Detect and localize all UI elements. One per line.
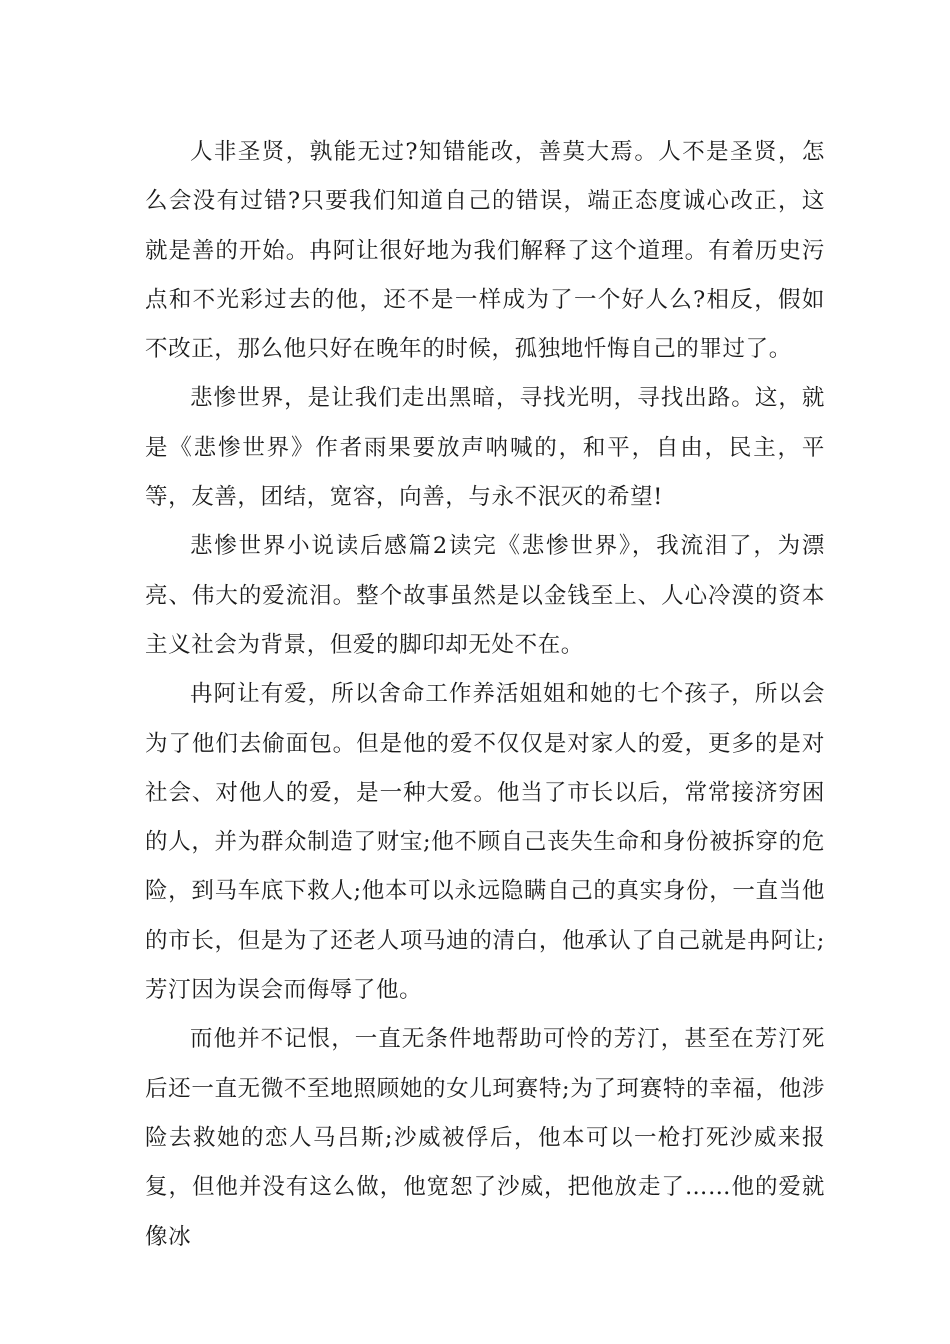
paragraph: 悲惨世界小说读后感篇2读完《悲惨世界》，我流泪了，为漂亮、伟大的爱流泪。整个故事虽然是以金钱至上、人心冷漠的资本主义社会为背景，但爱的脚印却无处不在。 xyxy=(145,533,825,658)
paragraph: 悲惨世界，是让我们走出黑暗，寻找光明，寻找出路。这，就是《悲惨世界》作者雨果要放声呐喊的，和平，自由，民主，平等，友善，团结，宽容，向善，与永不泯灭的希望! xyxy=(145,385,825,511)
paragraph: 而他并不记恨，一直无条件地帮助可怜的芳汀，甚至在芳汀死后还一直无微不至地照顾她的女儿珂赛特;为了珂赛特的幸福，他涉险去救她的恋人马吕斯;沙威被俘后，他本可以一枪打死沙威来报复，但他并没有这么做，他宽恕了沙威，把他放走了……他的爱就像冰 xyxy=(145,1026,825,1250)
document-body xyxy=(145,128,825,1262)
paragraph: 冉阿让有爱，所以舍命工作养活姐姐和她的七个孩子，所以会为了他们去偷面包。但是他的爱不仅仅是对家人的爱，更多的是对社会、对他人的爱，是一种大爱。他当了市长以后，常常接济穷困的人，并为群众制造了财宝;他不顾自己丧失生命和身份被拆穿的危险，到马车底下救人;他本可以永远隐瞒自己的真实身份，一直当他的市长，但是为了还老人项马迪的清白，他承认了自己就是冉阿让;芳汀因为误会而侮辱了他。 xyxy=(145,681,825,1004)
paragraph: 人非圣贤，孰能无过?知错能改，善莫大焉。人不是圣贤，怎么会没有过错?只要我们知道自己的错误，端正态度诚心改正，这就是善的开始。冉阿让很好地为我们解释了这个道理。有着历史污点和不光彩过去的他，还不是一样成为了一个好人么?相反，假如不改正，那么他只好在晚年的时候，孤独地忏悔自己的罪过了。 xyxy=(145,139,825,363)
